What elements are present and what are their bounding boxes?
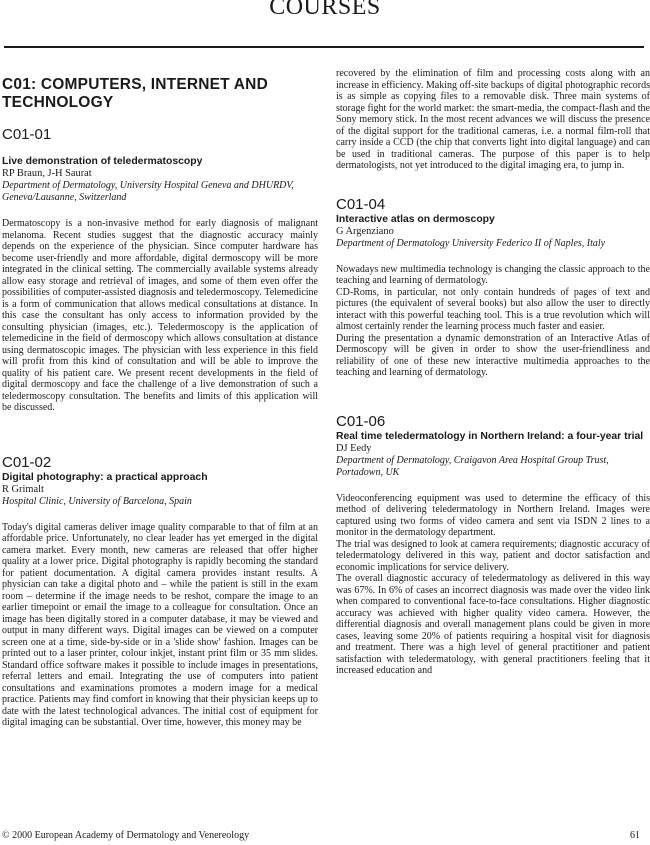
course-c01-01 bbox=[2, 126, 318, 414]
header-divider bbox=[4, 46, 644, 48]
course-code: C01-06 bbox=[336, 412, 386, 430]
course-title: Live demonstration of teledermatoscopy bbox=[2, 156, 203, 167]
course-authors: G Argenziano bbox=[336, 225, 394, 237]
course-abstract: During the presentation a dynamic demonstration of an Interactive Atlas of Dermoscopy will be given in order to show the user-friendliness and reliability of one of these new interactive multimedia approaches to the teaching and learning of dermatology. bbox=[336, 332, 650, 378]
course-abstract: Nowadays new multimedia technology is changing the classic approach to the teaching and learning of dermatology. bbox=[336, 263, 650, 286]
course-affiliation: Department of Dermatology University Federico II of Naples, Italy bbox=[336, 237, 606, 249]
course-c01-04 bbox=[336, 196, 650, 379]
course-authors: DJ Eedy bbox=[336, 442, 372, 454]
course-abstract: The overall diagnostic accuracy of teledermatology as delivered in this way was 67%. In 6% of cases an incorrect diagnosis was made over the video link when compared to conventional face-to-face consultations. Higher diagnostic accuracy was achieved with higher quality video camera. However, the differential diagnosis and overall management plans could be given in more cases, leaving some 20% of patients requiring a hospital visit for diagnosis and treatment. There was a high level of general practitioner and patient satisfaction with teledermatology, with general practitioners feeling that it increased education and bbox=[336, 573, 650, 676]
course-c01-02 bbox=[2, 454, 318, 729]
course-title: Real time teledermatology in Northern Ireland: a four-year trial bbox=[336, 430, 644, 442]
course-code: C01-01 bbox=[2, 126, 52, 143]
course-code: C01-02 bbox=[2, 453, 52, 471]
course-abstract: Dermatoscopy is a non-invasive method for early diagnosis of malignant melanoma. Recent studies suggest that the diagnostic accuracy mainly depends on the experience of the physician. Since computer hardware has become user-friendly and more affordable, digital dermoscopy will be more integrated in the clinical setting. The commercially available systems already allow easy storage and retrieval of images, and some of them even offer the possibilities of computer-assisted diagnosis and teledermoscopy. Telemedicine is a form of communication that allows medical consultations at distance. In this case the consultant has only access to information provided by the consulting physician (images, etc.). Teledermoscopy is the application of telemedicine in the field of dermoscopy which allows consultation at distance using dermatoscopic images. The physician with less experience in this field will profit from this kind of consultation and will be able to improve the quality of his patient care. We present recent developments in the field of digital dermoscopy and face the challenge of a live demonstration of such a teledermoscopy consultation. The benefits and limits of this application will be discussed. bbox=[2, 218, 318, 413]
page-number: 61 bbox=[630, 830, 640, 841]
course-abstract: The trial was designed to look at camera requirements; diagnostic accuracy of teledermatology delivered in this way, patient and doctor satisfaction and economic implications for service delivery. bbox=[336, 538, 650, 573]
footer-copyright: © 2000 European Academy of Dermatology and Venereology bbox=[2, 830, 250, 841]
course-title: Interactive atlas on dermoscopy bbox=[336, 213, 495, 225]
section-title: C01: COMPUTERS, INTERNET AND TECHNOLOGY bbox=[2, 76, 268, 111]
course-abstract: Videoconferencing equipment was used to determine the efficacy of this method of delivering teledermatology in Northern Ireland. Images were captured using two forms of video camera and sent via ISDN 2 lines to a monitor in the dermatology department. bbox=[336, 492, 650, 538]
course-abstract: Today's digital cameras deliver image quality comparable to that of film at an affordable price. Unfortunately, no clear leader has yet emerged in the digital camera market. Every month, new cameras are released that offer higher quality at a lower price. Digital photography is rapidly becoming the standard for patient documentation. A digital camera provides instant results. A physician can take a digital photo and – while the patient is still in the exam room – determine if the image needs to be reshot, compare the image to an earlier timepoint or email the image to a colleague for consultation. Once an image has been digitally stored in a computer database, it may be viewed and output in many different ways. Digital images can be viewed on a computer screen one at a time, side-by-side or in a 'slide show' fashion. Images can be printed out to a laser printer, colour inkjet, instant print film or 35 mm slides. Standard office software makes it possible to include images in presentations, referral letters and email. Integrating the use of computers into patient consultations and examinations promotes a modern image for a medical practice. Patients may find comfort in knowing that their physician keeps up to date with the latest technological advances. The initial cost of equipment for digital imaging can be substantial. Over time, however, this money may be bbox=[2, 521, 318, 728]
course-affiliation: Department of Dermatology, Craigavon Area Hospital Group Trust, Portadown, UK bbox=[336, 454, 609, 478]
course-abstract: CD-Roms, in particular, not only contain hundreds of pages of text and pictures (the equivalent of several books) but also allow the user to directly interact with this powerful teaching tool. This is a true revolution which will almost certainly render the learning process much faster and easier. bbox=[336, 286, 650, 332]
course-authors: R Grimalt bbox=[2, 483, 44, 495]
course-c01-06 bbox=[336, 413, 650, 677]
course-title: Digital photography: a practical approach bbox=[2, 471, 208, 483]
course-code: C01-04 bbox=[336, 195, 386, 213]
course-authors: RP Braun, J-H Saurat bbox=[2, 168, 92, 179]
page-title: COURSES bbox=[269, 0, 381, 20]
right-column bbox=[336, 68, 650, 677]
course-affiliation: Department of Dermatology, University Hospital Geneva and DHURDV, Geneva/Lausanne, Switzerland bbox=[2, 180, 294, 203]
course-abstract-continued: recovered by the elimination of film and processing costs along with an increase in efficiency. Making off-site backups of digital photographic records is as simple as copying files to a removable disk. Three main systems of storage fight for the world market: the smart-media, the compact-flash and the Sony memory stick. In the most recent advances we will discuss the presence of the digital support for the traditional cameras, i.e. a normal film-roll that carry inside a CCD (the chip that converts light into digital language) and can be used in traditional cameras. The purpose of this paper is to help dermatologists, not yet introduced to the digital imaging era, to jump in. bbox=[336, 68, 650, 171]
left-column bbox=[2, 72, 318, 729]
course-affiliation: Hospital Clinic, University of Barcelona, Spain bbox=[2, 495, 192, 507]
